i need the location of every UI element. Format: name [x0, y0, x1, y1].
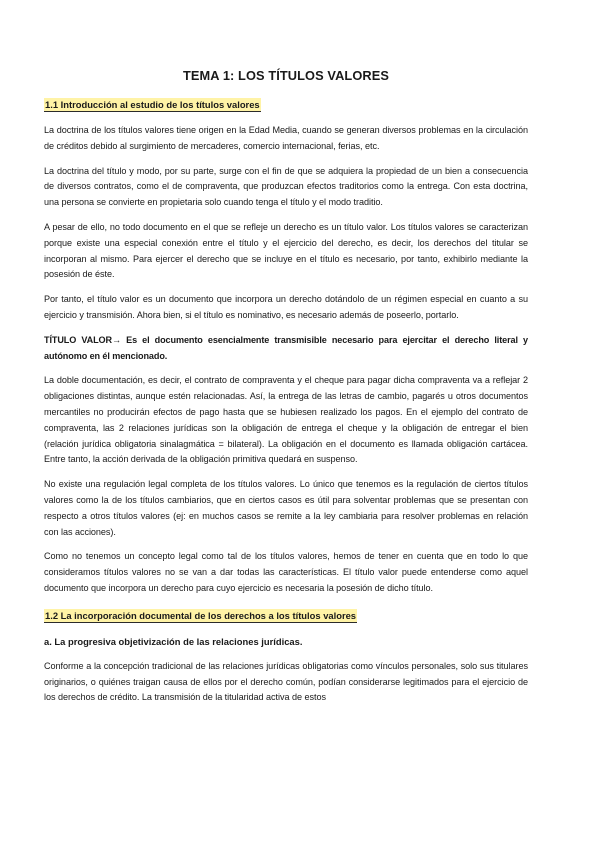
paragraph-definicion-intro: Por tanto, el título valor es un documento que incorpora un derecho dotándolo de un régimen especial en cuanto a su ejercicio y transmisión. Ahora bien, si el título es nominativo, es necesario además de poseerlo, portarlo.	[44, 294, 528, 320]
definition-titulo-valor: TÍTULO VALOR→ Es el documento esencialmente transmisible necesario para ejercitar el derecho literal y autónomo en él mencionado.	[44, 334, 528, 361]
paragraph-regulacion: No existe una regulación legal completa de los títulos valores. Lo único que tenemos es la regulación de ciertos títulos valores como la de los títulos cambiarios, que en ciertos casos es útil para solventar problemas que se presentan con respecto a otros títulos valores (ej: en muchos casos se remite a la ley cambiaria para resolver problemas en relación con las acciones).	[44, 479, 528, 537]
document-page	[44, 68, 528, 706]
paragraph-conexion: A pesar de ello, no todo documento en el que se refleje un derecho es un título valor. Los títulos valores se caracterizan porque existe una especial conexión entre el título y el ejercicio del derecho, es decir, los derechos del titular se incorporan al mismo. Para ejercer el derecho que se incluye en el título es necesario, por tanto, exhibirlo mediante la posesión de éste.	[44, 221, 528, 280]
paragraph-doble-documentacion: La doble documentación, es decir, el contrato de compraventa y el cheque para pagar dicha compraventa va a reflejar 2 obligaciones distintas, aunque estén relacionadas. Así, la entrega de las letras de cambio, pagarés u otros documentos mercantiles no producirán efectos de pago hasta que se hubiesen realizado los pagos. En el ejemplo del contrato de compraventa, las 2 relaciones jurídicas son la obligación de entrega el cheque y la obligación de entregar el bien (relación jurídica obligatoria sinalagmática = bilateral). La obligación en el documento es llamada obligación cartácea. Entre tanto, la acción derivada de la obligación primitiva quedará en suspenso.	[44, 375, 528, 465]
section-1	[44, 95, 528, 597]
paragraph-objetivizacion: Conforme a la concepción tradicional de las relaciones jurídicas obligatorias como vínculos personales, solo sus titulares originarios, o quiénes traigan causa de ellos por el derecho común, podían considerarse legitimados para el ejercicio de los derechos de crédito. La transmisión de la titularidad activa de estos	[44, 660, 528, 703]
section-2	[44, 606, 528, 706]
section-2-heading: 1.2 La incorporación documental de los derechos a los títulos valores	[45, 609, 357, 621]
subsection-a-heading: a. La progresiva objetivización de las relaciones jurídicas.	[44, 635, 303, 647]
paragraph-origin: La doctrina de los títulos valores tiene origen en la Edad Media, cuando se generan diversos problemas en la circulación de créditos debido al surgimiento de mercaderes, comercio internacional, ferias, etc.	[44, 125, 528, 151]
section-1-heading: 1.1 Introducción al estudio de los títulos valores	[45, 99, 260, 110]
document-title: TEMA 1: LOS TÍTULOS VALORES	[182, 68, 390, 83]
paragraph-titulo-modo: La doctrina del título y modo, por su parte, surge con el fin de que se adquiera la propiedad de un bien a consecuencia de diversos contratos, como el de compraventa, que produzcan efectos traditorios como la entrega. Con esta doctrina, una persona se convierte en propietaria solo cuando tenga el título y el modo traditio.	[44, 165, 528, 208]
paragraph-concepto-legal: Como no tenemos un concepto legal como tal de los títulos valores, hemos de tener en cuenta que en todo lo que consideramos títulos valores no se van a dar todas las características. El título valor puede entenderse como aquel documento que incorpora un derecho para cuyo ejercicio es necesaria la posesión de dicho título.	[44, 551, 528, 593]
